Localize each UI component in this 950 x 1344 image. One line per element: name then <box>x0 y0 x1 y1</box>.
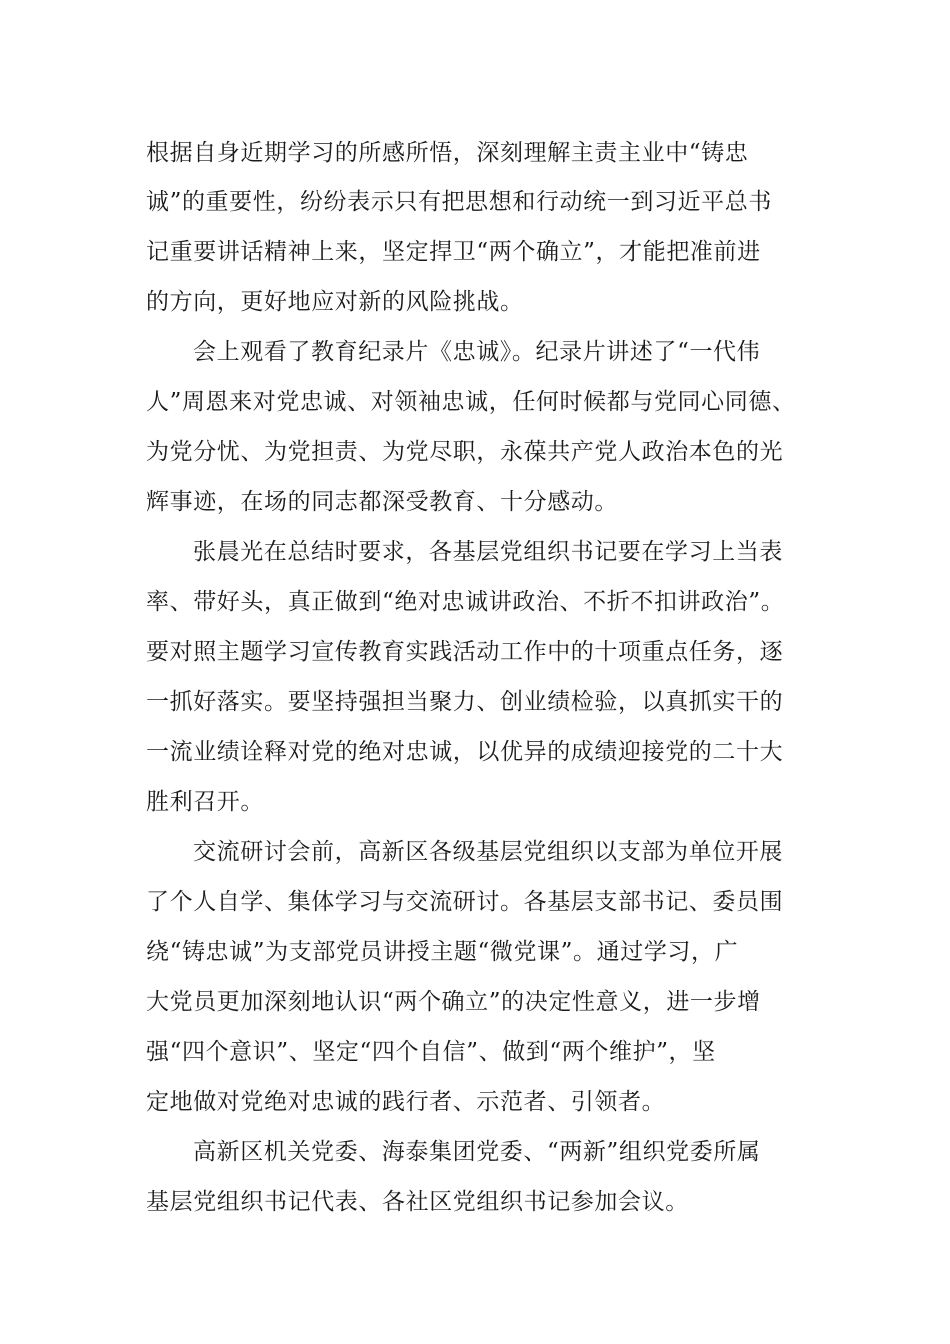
paragraph-first-line: 张晨光在总结时要求，各基层党组织书记要在学习上当表 <box>193 539 783 565</box>
text-line: 绕“铸忠诚”为支部党员讲授主题“微党课”。通过学习，广 <box>146 939 739 965</box>
text-line: 辉事迹，在场的同志都深受教育、十分感动。 <box>146 489 618 515</box>
paragraph-first-line: 会上观看了教育纪录片《忠诚》。纪录片讲述了“一代伟 <box>193 339 761 365</box>
text-line: 记重要讲话精神上来，坚定捍卫“两个确立”，才能把准前进 <box>146 239 761 265</box>
text-line: 的方向，更好地应对新的风险挑战。 <box>146 289 524 315</box>
text-line: 了个人自学、集体学习与交流研讨。各基层支部书记、委员围 <box>146 889 784 915</box>
text-line: 为党分忧、为党担责、为党尽职，永葆共产党人政治本色的光 <box>146 439 784 465</box>
text-line: 人”周恩来对党忠诚、对领袖忠诚，任何时候都与党同心同德、 <box>146 389 796 415</box>
text-line: 率、带好头，真正做到“绝对忠诚讲政治、不折不扣讲政治”。 <box>146 589 785 615</box>
text-line: 一抓好落实。要坚持强担当聚力、创业绩检验，以真抓实干的 <box>146 689 784 715</box>
paragraph-first-line: 高新区机关党委、海泰集团党委、“两新”组织党委所属 <box>193 1139 761 1165</box>
text-line: 诚”的重要性，纷纷表示只有把思想和行动统一到习近平总书 <box>146 189 772 215</box>
text-line: 一流业绩诠释对党的绝对忠诚，以优异的成绩迎接党的二十大 <box>146 739 784 765</box>
text-line: 强“四个意识”、坚定“四个自信”、做到“两个维护”，坚 <box>146 1039 716 1065</box>
text-line: 定地做对党绝对忠诚的践行者、示范者、引领者。 <box>146 1089 666 1115</box>
paragraph-first-line: 交流研讨会前，高新区各级基层党组织以支部为单位开展 <box>193 839 783 865</box>
text-line: 根据自身近期学习的所感所悟，深刻理解主责主业中“铸忠 <box>146 140 749 166</box>
text-line: 胜利召开。 <box>146 789 264 815</box>
text-line: 基层党组织书记代表、各社区党组织书记参加会议。 <box>146 1189 689 1215</box>
text-line: 大党员更加深刻地认识“两个确立”的决定性意义，进一步增 <box>146 989 761 1015</box>
text-line: 要对照主题学习宣传教育实践活动工作中的十项重点任务，逐 <box>146 639 784 665</box>
